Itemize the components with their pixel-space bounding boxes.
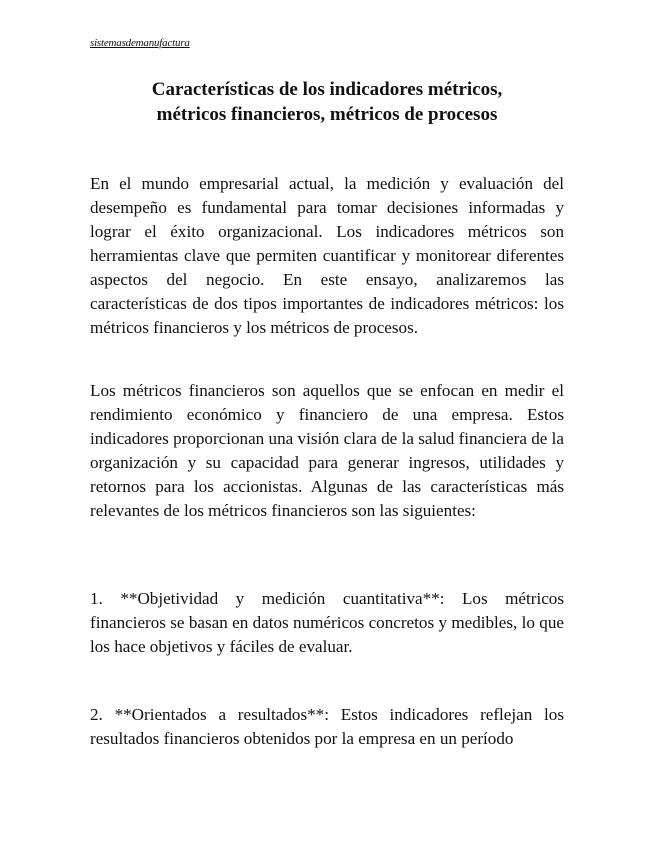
paragraph-point-2: 2. **Orientados a resultados**: Estos indicadores reflejan los resultados financieros obtenidos por la empresa en un período bbox=[90, 705, 564, 748]
paragraph-financial-metrics: Los métricos financieros son aquellos que se enfocan en medir el rendimiento económico y financiero de una empresa. Estos indicadores proporcionan una visión clara de la salud financiera de la organización y su capacidad para generar ingresos, utilidades y retornos para los accionistas. Algunas de las características más relevantes de los métricos financieros son las siguientes: bbox=[90, 381, 564, 520]
site-link[interactable]: sistemasdemanufactura bbox=[90, 37, 190, 49]
title-line-2: métricos financieros, métricos de procesos bbox=[156, 104, 498, 125]
paragraph-point-1: 1. **Objetividad y medición cuantitativa**: Los métricos financieros se basan en datos numéricos concretos y medibles, lo que los hace objetivos y fáciles de evaluar. bbox=[90, 589, 564, 656]
title-line-1: Características de los indicadores métricos, bbox=[151, 79, 503, 100]
paragraph-intro: En el mundo empresarial actual, la medición y evaluación del desempeño es fundamental para tomar decisiones informadas y lograr el éxito organizacional. Los indicadores métricos son herramientas clave que permiten cuantificar y monitorear diferentes aspectos del negocio. En este ensayo, analizaremos las características de dos tipos importantes de indicadores métricos: los métricos financieros y los métricos de procesos. bbox=[90, 174, 564, 337]
document-title bbox=[90, 77, 564, 127]
